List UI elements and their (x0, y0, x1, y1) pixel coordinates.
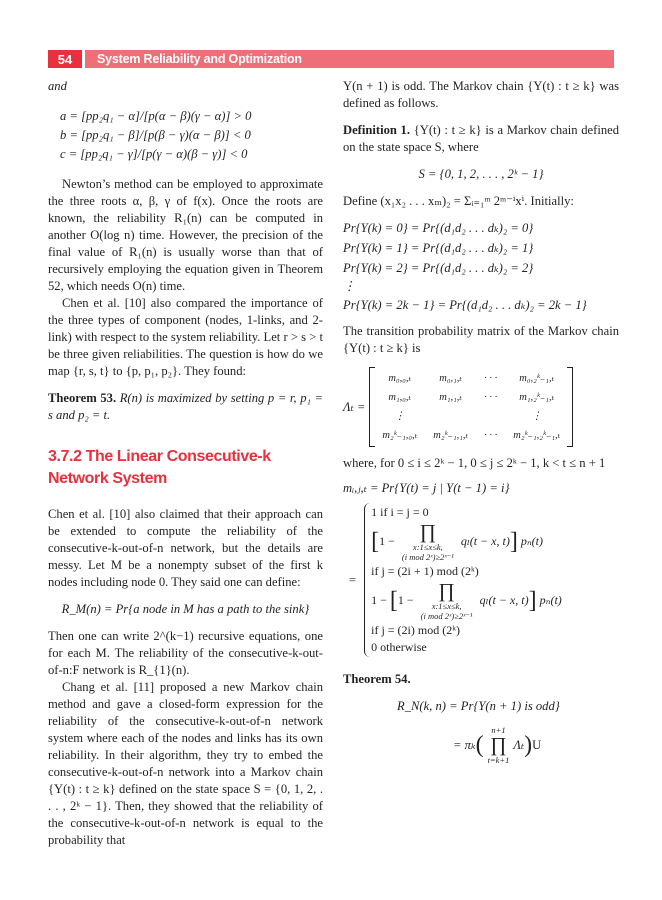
matrix-cell: · · · (484, 430, 498, 441)
where-line: where, for 0 ≤ i ≤ 2ᵏ − 1, 0 ≤ j ≤ 2ᵏ − 1, k < t ≤ n + 1 (343, 456, 606, 470)
product-subscript-1: x:1≤x≤k, (412, 542, 443, 552)
page-number: 54 (48, 50, 82, 68)
matrix-cell: m₁,₁,ₜ (439, 392, 463, 403)
case-2: [1 − ∏ x:1≤x≤k, (i mod 2ˣ)≥2ˣ⁻¹ qₗ(t − x, t)] pₙ(t) (371, 521, 544, 562)
pr-vdots: ⋮ (343, 279, 356, 293)
paragraph-chen-importance: Chen et al. [10] also compared the importance of the three types of component (nodes, 1-links, and 2-link) with respect to the system reliability. Let r > s > t be three given reliabilities. The question is how do we map {r, s, t} to {p, p₁, p₂}. They found: (48, 296, 323, 378)
matrix-cell: m₀,₂ᵏ₋₁,ₜ (519, 373, 555, 384)
matrix-row (374, 388, 568, 407)
matrix-cell: m₂ᵏ₋₁,₂ᵏ₋₁,ₜ (513, 430, 561, 441)
product-subscript-1: x:1≤x≤k, (431, 601, 462, 611)
matrix-cell: m₀,₀,ₜ (388, 373, 412, 384)
and-text: and (48, 79, 67, 93)
matrix-cell: ⋮ (531, 411, 542, 422)
paragraph-chang: Chang et al. [11] proposed a new Markov chain method and gave a closed-form expression for the reliability of the consecutive-k-out-of-n network system where each of the nodes and links has its own reliability. In their algorithm, they try to embed the consecutive-k-out-of-n network into a Markov chain {Y(t) : t ≥ k} defined on the state space S = {0, 1, 2, . . . , 2ᵏ − 1}. Then, they showed that the reliability of the consecutive-k-out-of-n network is equal to the probability that (48, 680, 323, 847)
matrix-row (374, 426, 568, 445)
case-3: 1 − [1 − ∏ x:1≤x≤k, (i mod 2ˣ)≥2ˣ⁻¹ qₗ(t − x, t)] pₙ(t) (371, 580, 562, 621)
theorem-54-prod-bottom: t=k+1 (487, 755, 510, 765)
matrix-cell: · · · (484, 373, 498, 384)
equals-sign: = (349, 572, 357, 587)
matrix-cell: m₁,₀,ₜ (388, 392, 412, 403)
case-3-after: pₙ(t) (539, 592, 562, 607)
matrix-table (374, 369, 568, 445)
matrix-row (374, 369, 568, 388)
theorem-54 (343, 671, 619, 688)
left-column (48, 78, 323, 849)
m-definition: mᵢ,ⱼ,ₜ = Pr{Y(t) = j | Y(t − 1) = i} (343, 481, 510, 495)
theorem-54-label: Theorem 54. (343, 672, 411, 686)
theorem-54-prod-top: n+1 (491, 725, 506, 735)
paragraph-chen-extended: Chen et al. [10] also claimed that their approach can be extended to compute the reliability of the consecutive-k-out-of-n network, but the details are messy. Let M be a nonempty subset of the first k nodes including node 0. They said one can define: (48, 507, 323, 589)
matrix-cell: m₂ᵏ₋₁,₁,ₜ (433, 430, 469, 441)
theorem-54-line-1: R_N(k, n) = Pr{Y(n + 1) is odd} (397, 699, 560, 713)
case-3-inner-lead: 1 − (397, 592, 414, 607)
matrix-cell: · · · (484, 392, 498, 403)
product-subscript-2: (i mod 2ˣ)≥2ˣ⁻¹ (401, 552, 454, 562)
case-4: 0 otherwise (371, 640, 427, 654)
theorem-54-line-2: = πₖ ( n+1 ∏ t=k+1 Λₜ ) U (453, 725, 542, 765)
matrix-cell (476, 407, 505, 426)
matrix-bracket (369, 367, 573, 447)
case-2-after: pₙ(t) (520, 533, 544, 548)
define-line: Define (x₁x₂ . . . xₘ)₂ = Σᵢ₌₁ᵐ 2ᵐ⁻ⁱxⁱ. Initially: (343, 194, 574, 208)
paragraph-transition: The transition probability matrix of the Markov chain {Y(t) : t ≥ k} is (343, 324, 619, 355)
theorem-54-u: U (532, 737, 542, 752)
matrix-cell: m₁,₂ᵏ₋₁,ₜ (519, 392, 555, 403)
pr-last: Pr{Y(k) = 2k − 1} = Pr{(d₁d₂ . . . dₖ)₂ = 2k − 1} (343, 298, 587, 312)
case-2-tail: qₗ(t − x, t) (460, 533, 510, 548)
definition-1-text: {Y(t) : t ≥ k} is a Markov chain defined on the state space S, where (343, 123, 620, 154)
case-3-condition: if j = (2i) mod (2ᵏ) (371, 623, 460, 637)
theorem-54-lambda: Λₜ (513, 737, 525, 752)
product-symbol: ∏ x:1≤x≤k, (i mod 2ˣ)≥2ˣ⁻¹ (420, 580, 473, 621)
equation-c: c = [pp₂q₁ − γ]/[p(γ − α)(β − γ)] < 0 (60, 147, 248, 161)
running-title: System Reliability and Optimization (85, 50, 614, 68)
case-2-lead: 1 − (379, 533, 395, 548)
theorem-54-product: n+1 ∏ t=k+1 (487, 725, 510, 765)
equation-state-space: S = {0, 1, 2, . . . , 2ᵏ − 1} (418, 167, 544, 181)
product-subscript-2: (i mod 2ˣ)≥2ˣ⁻¹ (420, 611, 473, 621)
pr-0: Pr{Y(k) = 0} = Pr{(d₁d₂ . . . dₖ)₂ = 0} (343, 221, 534, 235)
matrix-cell: m₀,₁,ₜ (439, 373, 463, 384)
right-column (343, 78, 619, 765)
equation-rm: R_M(n) = Pr{a node in M has a path to the sink} (61, 602, 310, 616)
definition-1 (343, 122, 619, 156)
case-3-lead: 1 − (371, 592, 387, 607)
pr-2: Pr{Y(k) = 2} = Pr{(d₁d₂ . . . dₖ)₂ = 2} (343, 261, 534, 275)
paragraph-recursive: Then one can write 2^(k−1) recursive equations, one for each M. The reliability of the consecutive-k-out-of-n:F network is R_{1}(n). (48, 629, 323, 677)
matrix-cell (425, 407, 476, 426)
lambda-label: Λₜ = (343, 399, 366, 414)
theorem-53-label: Theorem 53. (48, 391, 117, 405)
definition-1-label: Definition 1. (343, 123, 411, 137)
case-1: 1 if i = j = 0 (371, 505, 429, 519)
cases-block (364, 503, 562, 657)
paragraph-markov-intro: Y(n + 1) is odd. The Markov chain {Y(t) : t ≥ k} was defined as follows. (343, 79, 619, 110)
product-symbol: ∏ x:1≤x≤k, (i mod 2ˣ)≥2ˣ⁻¹ (401, 521, 454, 562)
pr-1: Pr{Y(k) = 1} = Pr{(d₁d₂ . . . dₖ)₂ = 1} (343, 241, 534, 255)
theorem-53 (48, 390, 323, 424)
theorem-54-pi: = πₖ (453, 737, 476, 752)
matrix-cell: ⋮ (394, 411, 406, 422)
equation-b: b = [pp₂q₁ − β]/[p(β − γ)(α − β)] < 0 (60, 128, 251, 142)
section-heading: 3.7.2 The Linear Consecutive-k Network System (48, 448, 271, 487)
equation-a: a = [pp₂q₁ − α]/[p(α − β)(γ − α)] > 0 (60, 109, 252, 123)
initial-probabilities (343, 218, 619, 315)
running-header (48, 50, 614, 68)
matrix-row (374, 407, 568, 426)
theorem-53-text: R(n) is maximized by setting p = r, p₁ = s and p₂ = t. (48, 391, 323, 422)
transition-matrix (343, 367, 619, 447)
cases-equation (343, 503, 619, 657)
abc-equations (60, 107, 323, 164)
case-3-tail: qₗ(t − x, t) (479, 592, 529, 607)
case-2-condition: if j = (2i + 1) mod (2ᵏ) (371, 564, 479, 578)
paragraph-newton: Newton’s method can be employed to approximate the three roots α, β, γ of f(x). Once the roots are known, the reliability R₁(n) can be computed in another O(log n) time. However, the precision of the final value of R₁(n) is usually worse than that of recursively employing the equation given in Theorem 52, which needs O(n) time. (48, 177, 323, 293)
matrix-cell: m₂ᵏ₋₁,₀,ₜ (382, 430, 418, 441)
